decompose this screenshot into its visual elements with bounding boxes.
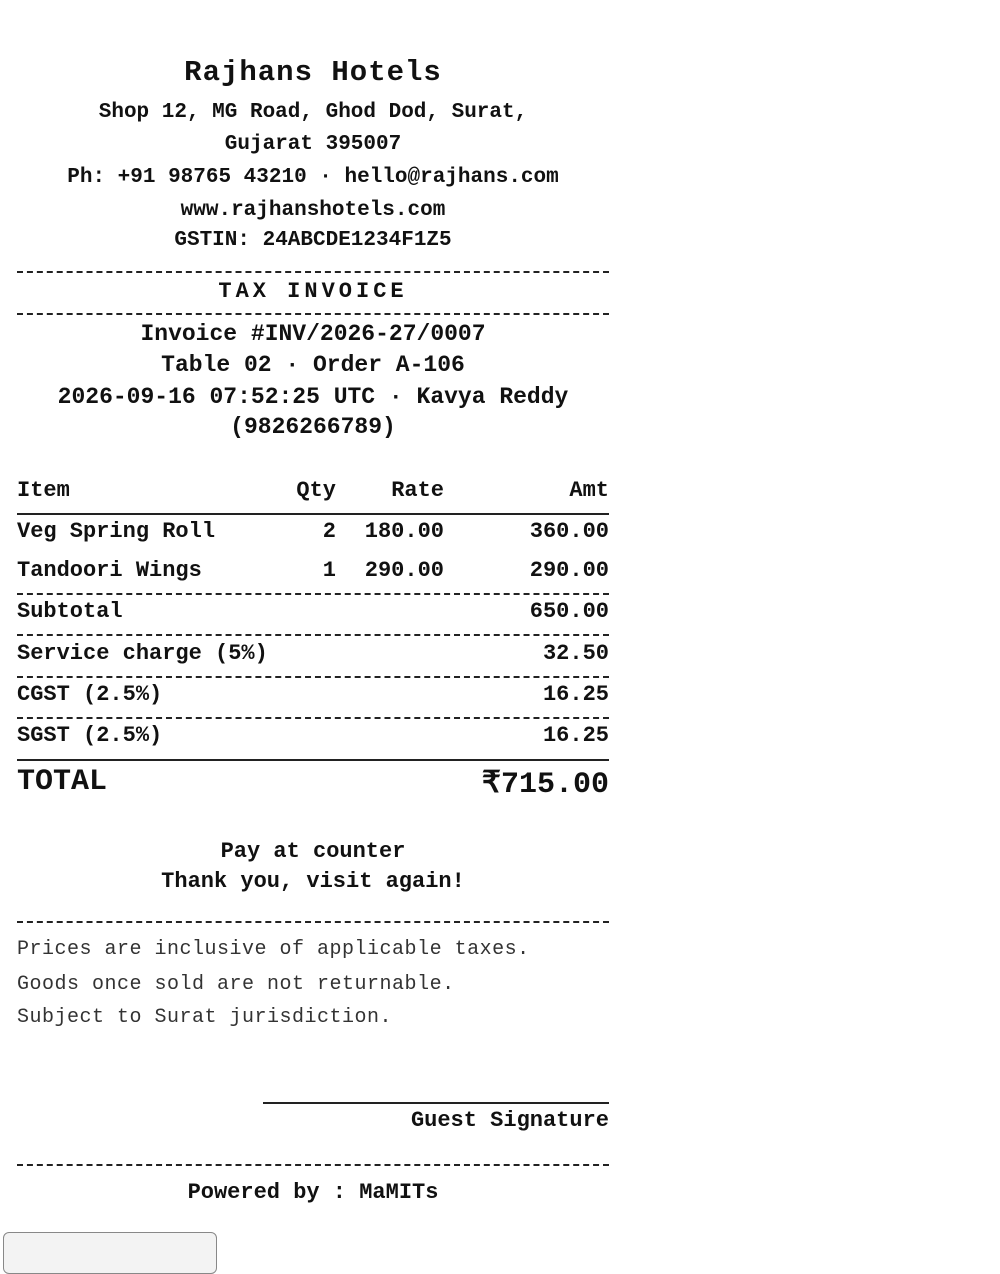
divider: [17, 313, 609, 315]
shop-address-line1: Shop 12, MG Road, Ghod Dod, Surat,: [98, 101, 528, 124]
divider: [17, 593, 609, 595]
item-name: Tandoori Wings: [17, 558, 202, 583]
subtotal-value: 650.00: [529, 599, 609, 624]
header-rule: [17, 513, 609, 515]
column-header-rate: Rate: [391, 478, 444, 503]
invoice-datetime-customer: 2026-09-16 07:52:25 UTC · Kavya Reddy (9826266789): [57, 384, 569, 440]
item-name: Veg Spring Roll: [17, 519, 216, 544]
shop-gstin: GSTIN: 24ABCDE1234F1Z5: [174, 229, 452, 252]
divider: [17, 717, 609, 719]
subtotal-label: Subtotal: [17, 599, 123, 624]
cgst-row: [17, 682, 609, 712]
item-qty: 1: [322, 558, 336, 583]
invoice-number: Invoice #INV/2026-27/0007: [140, 321, 486, 347]
shop-address-line2: Gujarat 395007: [224, 133, 402, 156]
thank-you-message: Thank you, visit again!: [161, 869, 465, 894]
item-rate: 290.00: [364, 558, 444, 583]
table-order: Table 02 · Order A-106: [161, 352, 465, 378]
footer-note: Subject to Surat jurisdiction.: [17, 1006, 393, 1029]
service-charge-label: Service charge (5%): [17, 641, 268, 666]
service-charge-value: 32.50: [542, 641, 609, 666]
divider: [17, 921, 609, 923]
sgst-value: 16.25: [542, 723, 609, 748]
signature-line: [263, 1102, 609, 1104]
item-amount: 290.00: [529, 558, 609, 583]
service-charge-row: [17, 641, 609, 671]
item-qty: 2: [322, 519, 336, 544]
shop-name: Rajhans Hotels: [184, 56, 442, 89]
total-rule: [17, 759, 609, 761]
sgst-label: SGST (2.5%): [17, 723, 163, 748]
footer-note: Prices are inclusive of applicable taxes.: [17, 938, 530, 961]
divider: [17, 1164, 609, 1166]
shop-contact: Ph: +91 98765 43210 · hello@rajhans.com: [67, 166, 559, 189]
payment-note: Pay at counter: [220, 839, 406, 864]
footer-note: Goods once sold are not returnable.: [17, 973, 455, 996]
shop-website: www.rajhanshotels.com: [180, 199, 446, 222]
powered-by: Powered by : MaMITs: [187, 1180, 439, 1205]
divider: [17, 271, 609, 273]
grand-total-value: ₹715.00: [481, 768, 609, 802]
grand-total-label: TOTAL: [17, 765, 108, 799]
divider: [17, 676, 609, 678]
table-row: [17, 519, 609, 549]
column-header-qty: Qty: [296, 478, 336, 503]
item-amount: 360.00: [529, 519, 609, 544]
sgst-row: [17, 723, 609, 753]
divider: [17, 634, 609, 636]
signature-label: Guest Signature: [410, 1108, 609, 1133]
table-row: [17, 558, 609, 588]
document-title: TAX INVOICE: [218, 279, 408, 304]
column-header-amt: Amt: [569, 478, 609, 503]
print-button[interactable]: [3, 1232, 217, 1274]
cgst-value: 16.25: [542, 682, 609, 707]
column-header-item: Item: [17, 478, 70, 503]
subtotal-row: [17, 599, 609, 629]
item-rate: 180.00: [364, 519, 444, 544]
cgst-label: CGST (2.5%): [17, 682, 163, 707]
